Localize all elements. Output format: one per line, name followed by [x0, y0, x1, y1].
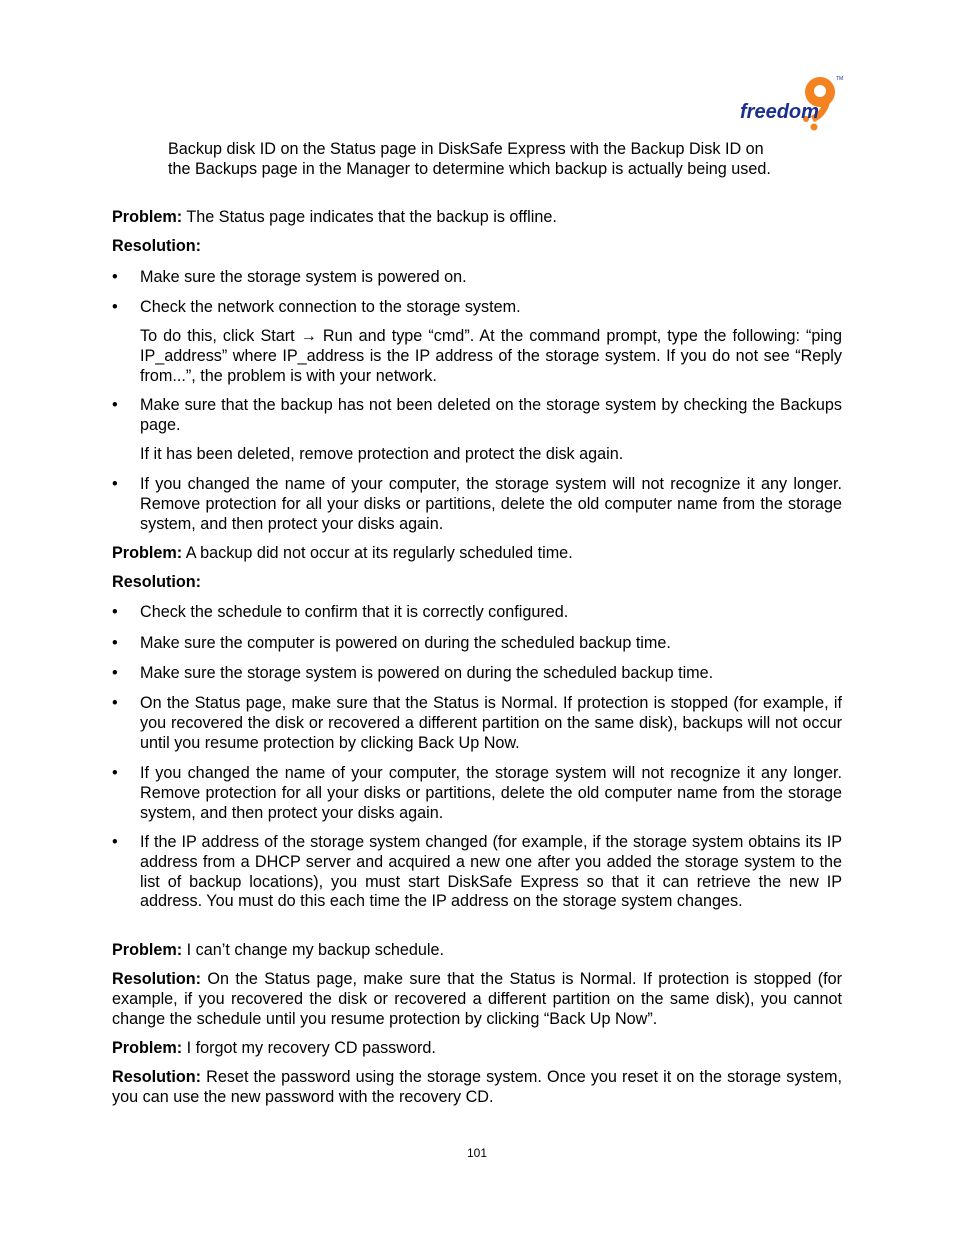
- bullet-icon: •: [112, 833, 118, 851]
- bullet-icon: •: [112, 603, 118, 621]
- problem-4: [112, 1039, 842, 1059]
- problem-label: Problem:: [112, 941, 183, 959]
- resolution-4: [112, 1068, 842, 1108]
- list-item-detail: If it has been deleted, remove protection and protect the disk again.: [140, 445, 624, 463]
- resolution-text: Reset the password using the storage system. Once you reset it on the storage system, you can use the new password with the recovery CD.: [112, 1068, 842, 1106]
- problem-text: The Status page indicates that the backup is offline.: [182, 208, 557, 226]
- resolution-text: On the Status page, make sure that the Status is Normal. If protection is stopped (for example, if you recovered the disk or recovered a different partition on the same disk), you cannot change the schedule until you resume protection by clicking “Back Up Now”.: [112, 970, 842, 1028]
- problem-2: [112, 544, 842, 564]
- problem-label: Problem:: [112, 208, 183, 226]
- list-item-text: Check the network connection to the storage system.: [140, 298, 521, 316]
- bullet-icon: •: [112, 764, 118, 782]
- logo-tm: TM: [836, 76, 844, 82]
- resolution-1-heading: [112, 237, 842, 257]
- list-item-text: Check the schedule to confirm that it is correctly configured.: [140, 603, 569, 621]
- freedom9-logo: [736, 72, 846, 134]
- list-item-detail: To do this, click Start → Run and type “cmd”. At the command prompt, type the following: “ping IP_address” where IP_address is the IP address of the storage system. If you do not see “Reply from...”, the problem is with your network.: [140, 327, 842, 385]
- bullet-icon: •: [112, 664, 118, 682]
- problem-text: I forgot my recovery CD password.: [182, 1039, 436, 1057]
- problem-text: A backup did not occur at its regularly scheduled time.: [182, 544, 573, 562]
- logo-wordmark: freedom: [740, 101, 819, 123]
- bullet-icon: •: [112, 634, 118, 652]
- resolution-3: [112, 970, 842, 1029]
- list-item-text: Make sure that the backup has not been deleted on the storage system by checking the Backups page.: [140, 396, 842, 434]
- bullet-icon: •: [112, 694, 118, 712]
- bullet-icon: •: [112, 475, 118, 493]
- resolution-2-heading: [112, 573, 842, 593]
- list-item-text: Make sure the storage system is powered on.: [140, 268, 467, 286]
- bullet-icon: •: [112, 268, 118, 286]
- bullet-icon: •: [112, 298, 118, 316]
- list-item-text: If you changed the name of your computer, the storage system will not recognize it any longer. Remove protection for all your disks or partitions, delete the old computer name from the storage system, and then protect your disks again.: [140, 764, 842, 822]
- resolution-label: Resolution:: [112, 970, 202, 988]
- list-item-text: Make sure the computer is powered on during the scheduled backup time.: [140, 634, 671, 652]
- list-item-text: If the IP address of the storage system changed (for example, if the storage system obtains its IP address from a DHCP server and acquired a new one after you added the storage system to the list of backup locations), you must start DiskSafe Express so that it can retrieve the new IP address. You must do this each time the IP address on the storage system changes.: [140, 833, 842, 911]
- problem-label: Problem:: [112, 1039, 183, 1057]
- page-number: 101: [466, 1146, 488, 1160]
- intro-paragraph: Backup disk ID on the Status page in DiskSafe Express with the Backup Disk ID on the Backups page in the Manager to determine which backup is actually being used.: [168, 140, 771, 178]
- resolution-label: Resolution:: [112, 237, 202, 255]
- problem-1: [112, 208, 842, 228]
- list-item-text: Make sure the storage system is powered on during the scheduled backup time.: [140, 664, 714, 682]
- resolution-label: Resolution:: [112, 1068, 202, 1086]
- bullet-icon: •: [112, 396, 118, 414]
- list-item-text: On the Status page, make sure that the Status is Normal. If protection is stopped (for example, if you recovered the disk or recovered a different partition on the same disk), backups will not occur until you resume protection by clicking Back Up Now.: [140, 694, 842, 752]
- problem-3: [112, 941, 842, 961]
- problem-label: Problem:: [112, 544, 183, 562]
- resolution-label: Resolution:: [112, 573, 202, 591]
- list-item-text: If you changed the name of your computer, the storage system will not recognize it any longer. Remove protection for all your disks or partitions, delete the old computer name from the storage system, and then protect your disks again.: [140, 475, 842, 533]
- problem-text: I can’t change my backup schedule.: [182, 941, 445, 959]
